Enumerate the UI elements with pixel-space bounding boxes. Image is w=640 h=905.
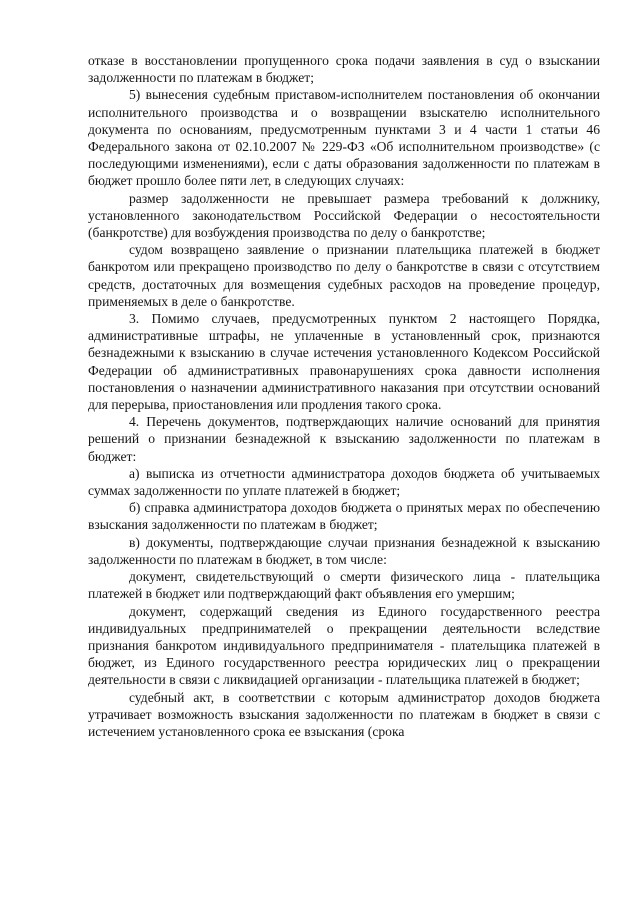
paragraph-section-3: 3. Помимо случаев, предусмотренных пунктом 2 настоящего Порядка, административные штрафы, не уплаченные в установленный срок, признаются безнадежными к взысканию в случае истечения установленного Кодексом Российской Федерации об административных правонарушениях срока давности исполнения постановления о назначении административного наказания при отсутствии оснований для перерыва, приостановления или продления такого срока.	[88, 311, 600, 413]
paragraph-debt-threshold: размер задолженности не превышает размера требований к должнику, установленного законодательством Российской Федерации о несостоятельности (банкротстве) для возбуждения производства по делу о банкротстве;	[88, 190, 600, 241]
paragraph-section-4: 4. Перечень документов, подтверждающих наличие оснований для принятия решений о признании безнадежной к взысканию задолженности по платежам в бюджет:	[88, 414, 600, 464]
paragraph-death-document: документ, свидетельствующий о смерти физического лица - плательщика платежей в бюджет или подтверждающий факт объявления его умершим;	[88, 569, 600, 602]
paragraph-item-5: 5) вынесения судебным приставом-исполнителем постановления об окончании исполнительного производства и о возвращении взыскателю исполнительного документа по основаниям, предусмотренным пунктами 3 и 4 части 1 статьи 46 Федерального закона от 02.10.2007 № 229-ФЗ «Об исполнительном производстве» (с последующими изменениями), если с даты образования задолженности по платежам в бюджет прошло более пяти лет, в следующих случаях:	[88, 87, 600, 189]
paragraph-registry-document: документ, содержащий сведения из Единого государственного реестра индивидуальных предпринимателей о прекращении деятельности вследствие признания банкротом индивидуального предпринимателя - плательщика платежей в бюджет, из Единого государственного реестра юридических лиц о прекращении деятельности в связи с ликвидацией организации - плательщика платежей в бюджет;	[88, 603, 600, 688]
document-body	[88, 52, 600, 740]
paragraph-court-act: судебный акт, в соответствии с которым администратор доходов бюджета утрачивает возможность взыскания задолженности по платежам в бюджет в связи с истечением установленного срока ее взыскания (срока	[88, 689, 600, 739]
paragraph-continuation: отказе в восстановлении пропущенного срока подачи заявления в суд о взыскании задолженности по платежам в бюджет;	[88, 53, 600, 86]
paragraph-item-v: в) документы, подтверждающие случаи признания безнадежной к взысканию задолженности по платежам в бюджет, в том числе:	[88, 534, 600, 567]
paragraph-bankruptcy-returned: судом возвращено заявление о признании плательщика платежей в бюджет банкротом или прекращено производство по делу о банкротстве в связи с отсутствием средств, достаточных для возмещения судебных расходов на проведение процедур, применяемых в деле о банкротстве.	[88, 242, 600, 309]
paragraph-item-b: б) справка администратора доходов бюджета о принятых мерах по обеспечению взыскания задолженности по платежам в бюджет;	[88, 500, 600, 533]
paragraph-item-a: а) выписка из отчетности администратора доходов бюджета об учитываемых суммах задолженности по уплате платежей в бюджет;	[88, 465, 600, 499]
